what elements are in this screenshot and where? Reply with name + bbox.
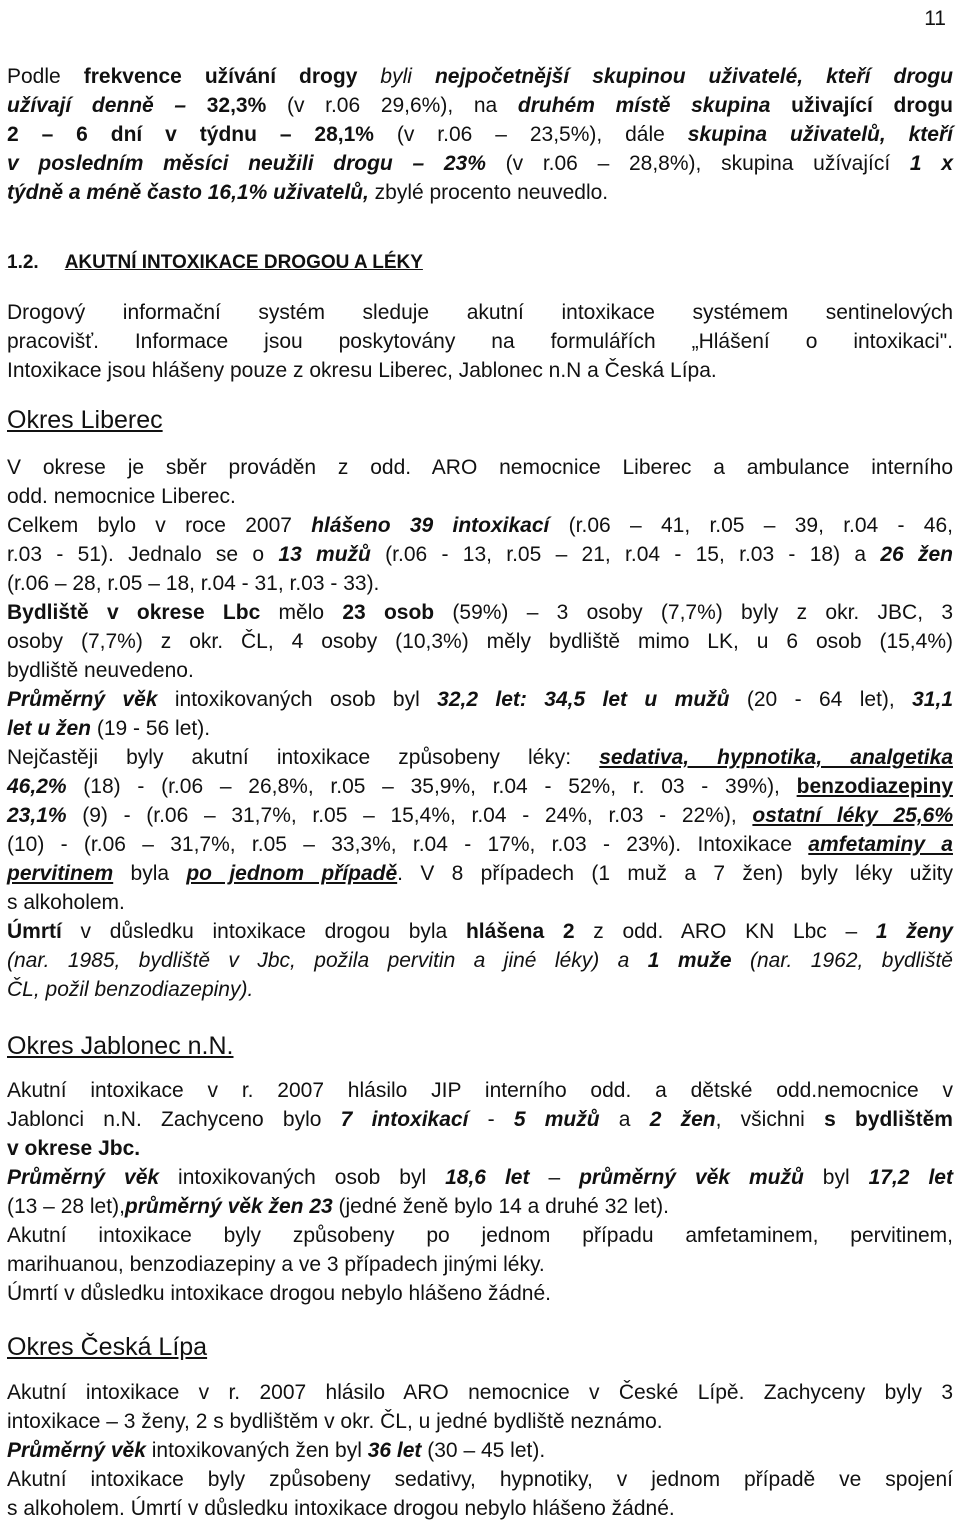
- text-run: a: [599, 1108, 650, 1131]
- text-run: Úmrtí v důsledku intoxikace drogou nebylo hlášeno žádné.: [7, 1282, 551, 1305]
- text-run: 36 let: [367, 1439, 422, 1462]
- section-intro: [7, 298, 953, 385]
- text-run: –: [153, 94, 207, 117]
- text-run: druhém místě skupina: [517, 94, 771, 117]
- text-run: zbylé procento neuvedlo.: [368, 181, 609, 204]
- text-run: benzodiazepiny: [796, 775, 953, 798]
- text-run: 23,1%: [7, 804, 67, 827]
- intro-line-2: [7, 91, 953, 120]
- text-run: uživající drogu: [770, 94, 953, 117]
- liberec-line: [7, 975, 953, 1004]
- intro-line-4: [7, 149, 953, 178]
- liberec-line: [7, 482, 953, 511]
- text-run: (19 - 56 let).: [91, 717, 211, 740]
- text-run: intoxikovaných osob byl: [157, 688, 438, 711]
- text-run: Akutní intoxikace byly způsobeny sedativy, hypnotiky, v jednom případě ve spojení: [7, 1468, 953, 1491]
- text-run: 1 ženy: [875, 920, 953, 943]
- text-run: (30 – 45 let).: [421, 1439, 546, 1462]
- text-run: 32,2 let: 34,5 let u mužů: [437, 688, 730, 711]
- intro-line-3: [7, 120, 953, 149]
- text-run: . V 8 případech (1 muž a 7 žen) byly léky užity: [397, 862, 953, 885]
- text-run: hlášena 2: [465, 920, 575, 943]
- text-run: 17,2 let: [868, 1166, 953, 1189]
- text-run: V okrese je sběr prováděn z odd. ARO nemocnice Liberec a ambulance interního: [7, 456, 953, 479]
- jablonec-line: [7, 1105, 953, 1134]
- text-run: 23 osob: [342, 601, 435, 624]
- liberec-line: [7, 830, 953, 859]
- jablonec-heading: Okres Jablonec n.N.: [7, 1032, 234, 1060]
- text-run: Akutní intoxikace byly způsobeny po jednom případu amfetaminem, pervitinem,: [7, 1224, 953, 1247]
- text-run: průměrný věk žen 23: [124, 1195, 333, 1218]
- jablonec-line: [7, 1192, 953, 1221]
- text-run: (nar. 1962, bydliště: [731, 949, 953, 972]
- text-run: (v r.06 – 23,5%), dále: [373, 123, 688, 146]
- text-run: Průměrný věk: [7, 688, 158, 711]
- text-run: -: [468, 1108, 514, 1131]
- liberec-body: [7, 453, 953, 1004]
- section-number: 1.2.: [7, 252, 39, 273]
- jablonec-body: [7, 1076, 953, 1308]
- section-intro-line: pracovišť. Informace jsou poskytovány na formulářích „Hlášení o intoxikaci".: [7, 330, 953, 353]
- liberec-line: [7, 598, 953, 627]
- text-run: Akutní intoxikace v r. 2007 hlásilo ARO nemocnice v České Lípě. Zachyceny byly 3: [7, 1381, 953, 1404]
- liberec-line: [7, 859, 953, 888]
- text-run: sedativa, hypnotika, analgetika: [599, 746, 953, 769]
- text-run: 7 intoxikací: [340, 1108, 469, 1131]
- text-run: z odd. ARO KN Lbc –: [574, 920, 876, 943]
- text-run: průměrný věk mužů: [579, 1166, 804, 1189]
- text-run: Průměrný věk: [7, 1166, 160, 1189]
- text-run: byli: [357, 65, 435, 88]
- text-run: (18) - (r.06 – 26,8%, r.05 – 35,9%, r.04 - 52%, r. 03 - 39%),: [66, 775, 797, 798]
- liberec-line: [7, 801, 953, 830]
- text-run: byla: [113, 862, 187, 885]
- liberec-line: [7, 946, 953, 975]
- liberec-line: [7, 917, 953, 946]
- text-run: v důsledku intoxikace drogou byla: [61, 920, 466, 943]
- liberec-line: [7, 540, 953, 569]
- text-run: marihuanou, benzodiazepiny a ve 3 případech jinými léky.: [7, 1253, 545, 1276]
- text-run: s alkoholem. Úmrtí v důsledku intoxikace drogou nebylo hlášeno žádné.: [7, 1497, 675, 1520]
- text-run: skupina uživatelů, kteří: [687, 123, 953, 146]
- jablonec-line: [7, 1250, 953, 1279]
- text-run: Celkem bylo v roce 2007: [7, 514, 312, 537]
- text-run: (r.06 - 13, r.05 – 21, r.04 - 15, r.03 - 18) a: [370, 543, 881, 566]
- text-run: s bydlištěm: [824, 1108, 953, 1131]
- text-run: Bydliště v okrese Lbc: [7, 601, 261, 624]
- text-run: (9) - (r.06 – 31,7%, r.05 – 15,4%, r.04 - 24%, r.03 - 22%),: [66, 804, 753, 827]
- text-run: Úmrtí: [7, 920, 62, 943]
- text-run: mělo: [260, 601, 343, 624]
- page-number: 11: [924, 7, 946, 30]
- text-run: Jablonci n.N. Zachyceno bylo: [7, 1108, 341, 1131]
- intro-paragraph: [7, 62, 953, 207]
- text-run: (13 – 28 let),: [7, 1195, 125, 1218]
- liberec-line: [7, 714, 953, 743]
- text-run: po jednom případě: [186, 862, 398, 885]
- text-run: amfetaminy a: [808, 833, 953, 856]
- text-run: , všichni: [715, 1108, 825, 1131]
- text-run: s alkoholem.: [7, 891, 125, 914]
- text-run: (r.06 – 28, r.05 – 18, r.04 - 31, r.03 - 33).: [7, 572, 380, 595]
- jablonec-line: [7, 1221, 953, 1250]
- liberec-line: [7, 511, 953, 540]
- text-run: (r.06 – 41, r.05 – 39, r.04 - 46,: [549, 514, 953, 537]
- text-run: 2 žen: [649, 1108, 716, 1131]
- text-run: 31,1: [912, 688, 953, 711]
- section-intro-line: Drogový informační systém sleduje akutní intoxikace systémem sentinelových: [7, 301, 953, 324]
- text-run: 13 mužů: [278, 543, 371, 566]
- liberec-line: [7, 743, 953, 772]
- text-run: odd. nemocnice Liberec.: [7, 485, 236, 508]
- text-run: ostatní léky 25,6%: [752, 804, 954, 827]
- text-run: bydliště neuvedeno.: [7, 659, 194, 682]
- ceska-lipa-line: [7, 1494, 953, 1523]
- section-heading: [7, 247, 953, 277]
- liberec-heading: Okres Liberec: [7, 406, 163, 434]
- text-run: osoby (7,7%) z okr. ČL, 4 osoby (10,3%) měly bydliště mimo LK, u 6 osob (15,4%): [7, 630, 953, 653]
- jablonec-line: [7, 1134, 953, 1163]
- text-run: (20 - 64 let),: [729, 688, 913, 711]
- text-run: r.03 - 51). Jednalo se o: [7, 543, 279, 566]
- text-run: intoxikace – 3 ženy, 2 s bydlištěm v okr. ČL, u jedné bydliště neznámo.: [7, 1410, 663, 1433]
- text-run: frekvence užívání drogy: [83, 65, 358, 88]
- text-run: 5 mužů: [513, 1108, 600, 1131]
- text-run: nejpočetnější skupinou uživatelé, kteří drogu: [434, 65, 953, 88]
- text-run: 32,3%: [206, 94, 267, 117]
- text-run: Akutní intoxikace v r. 2007 hlásilo JIP interního odd. a dětské odd.nemocnice v: [7, 1079, 953, 1102]
- text-run: týdně a méně často 16,1% uživatelů,: [7, 181, 369, 204]
- text-run: užívají denně: [7, 94, 154, 117]
- text-run: hlášeno 39 intoxikací: [311, 514, 550, 537]
- intro-line-1: [7, 62, 953, 91]
- jablonec-line: [7, 1279, 953, 1308]
- text-run: v okrese Jbc.: [7, 1137, 141, 1160]
- text-run: let u žen: [7, 717, 92, 740]
- liberec-line: [7, 627, 953, 656]
- text-run: (v r.06 – 28,8%), skupina užívající: [485, 152, 910, 175]
- liberec-line: [7, 685, 953, 714]
- text-run: intoxikovaných osob byl: [159, 1166, 446, 1189]
- text-run: 1 x: [909, 152, 953, 175]
- text-run: v posledním měsíci neužili drogu – 23%: [7, 152, 486, 175]
- text-run: (v r.06 29,6%), na: [266, 94, 518, 117]
- text-run: (10) - (r.06 – 31,7%, r.05 – 33,3%, r.04 - 17%, r.03 - 23%). Intoxikace: [7, 833, 809, 856]
- text-run: Nejčastěji byly akutní intoxikace způsobeny léky:: [7, 746, 600, 769]
- liberec-line: [7, 656, 953, 685]
- liberec-line: [7, 772, 953, 801]
- text-run: Podle: [7, 65, 84, 88]
- text-run: (jedné ženě bylo 14 a druhé 32 let).: [332, 1195, 669, 1218]
- jablonec-line: [7, 1076, 953, 1105]
- ceska-lipa-line: [7, 1465, 953, 1494]
- ceska-lipa-line: [7, 1407, 953, 1436]
- text-run: byl: [803, 1166, 869, 1189]
- text-run: 46,2%: [7, 775, 67, 798]
- liberec-line: [7, 888, 953, 917]
- section-intro-line: Intoxikace jsou hlášeny pouze z okresu Liberec, Jablonec n.N a Česká Lípa.: [7, 359, 717, 382]
- text-run: –: [529, 1166, 580, 1189]
- text-run: intoxikovaných žen byl: [145, 1439, 368, 1462]
- ceska-lipa-heading: Okres Česká Lípa: [7, 1333, 208, 1361]
- liberec-line: [7, 569, 953, 598]
- ceska-lipa-body: [7, 1378, 953, 1523]
- text-run: 26 žen: [880, 543, 954, 566]
- ceska-lipa-line: [7, 1378, 953, 1407]
- text-run: (59%) – 3 osoby (7,7%) byly z okr. JBC, 3: [434, 601, 953, 624]
- section-title: AKUTNÍ INTOXIKACE DROGOU A LÉKY: [64, 252, 423, 273]
- text-run: (nar. 1985, bydliště v Jbc, požila pervitin a jiné léky) a: [7, 949, 648, 972]
- text-run: 2 – 6 dní v týdnu – 28,1%: [7, 123, 374, 146]
- intro-line-5: [7, 178, 953, 207]
- text-run: pervitinem: [7, 862, 114, 885]
- text-run: 18,6 let: [445, 1166, 530, 1189]
- text-run: 1 muže: [647, 949, 732, 972]
- ceska-lipa-line: [7, 1436, 953, 1465]
- jablonec-line: [7, 1163, 953, 1192]
- text-run: Průměrný věk: [7, 1439, 146, 1462]
- liberec-line: [7, 453, 953, 482]
- text-run: ČL, požil benzodiazepiny).: [7, 978, 254, 1001]
